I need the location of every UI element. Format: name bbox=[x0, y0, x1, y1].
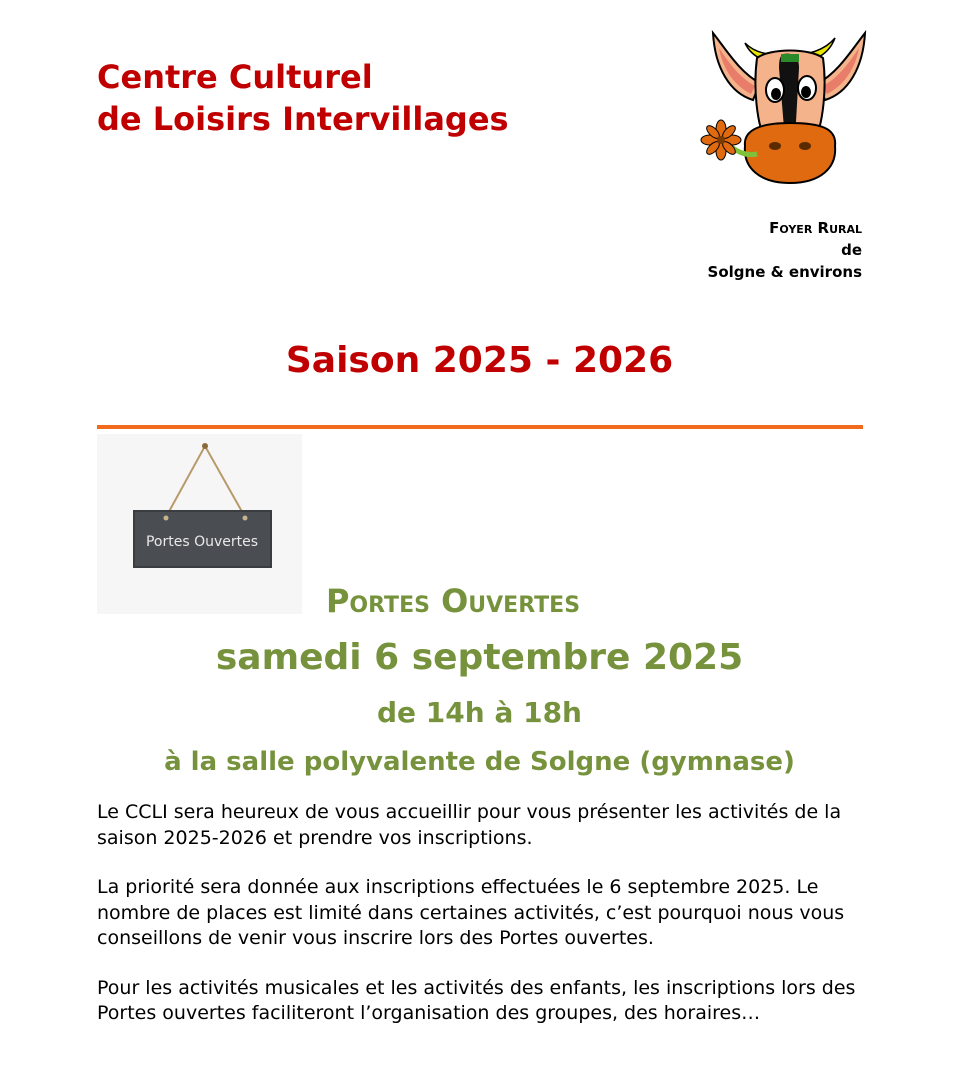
body-text bbox=[97, 800, 867, 1051]
title-line-1: Centre Culturel bbox=[97, 58, 373, 96]
paragraph: Le CCLI sera heureux de vous accueillir pour vous présenter les activités de la saison 2025-2026 et prendre vos inscriptions. bbox=[97, 801, 842, 849]
event-title: Portes Ouvertes bbox=[325, 582, 581, 620]
title-line-2: de Loisirs Intervillages bbox=[97, 100, 509, 138]
cow-mascot-logo-icon bbox=[695, 28, 875, 190]
event-date: samedi 6 septembre 2025 bbox=[215, 637, 744, 678]
orange-divider bbox=[97, 425, 863, 429]
event-time: de 14h à 18h bbox=[377, 696, 582, 729]
page-title bbox=[97, 56, 509, 140]
event-place: à la salle polyvalente de Solgne (gymnase) bbox=[164, 747, 795, 777]
organisation-line-3: Solgne & environs bbox=[707, 263, 862, 281]
organisation-block bbox=[708, 217, 862, 283]
organisation-line-2: de bbox=[841, 241, 862, 259]
sign-text: Portes Ouvertes bbox=[145, 534, 259, 550]
organisation-line-1: Foyer Rural bbox=[769, 219, 862, 237]
paragraph: La priorité sera donnée aux inscriptions effectuées le 6 septembre 2025. Le nombre de places est limité dans certaines activités, c’est pourquoi nous vous conseillons de venir vous inscrire lors des Portes ouvertes. bbox=[97, 876, 845, 949]
paragraph: Pour les activités musicales et les activités des enfants, les inscriptions lors des Portes ouvertes faciliteront l’organisation des groupes, des horaires… bbox=[97, 976, 856, 1024]
season-heading: Saison 2025 - 2026 bbox=[285, 340, 674, 381]
